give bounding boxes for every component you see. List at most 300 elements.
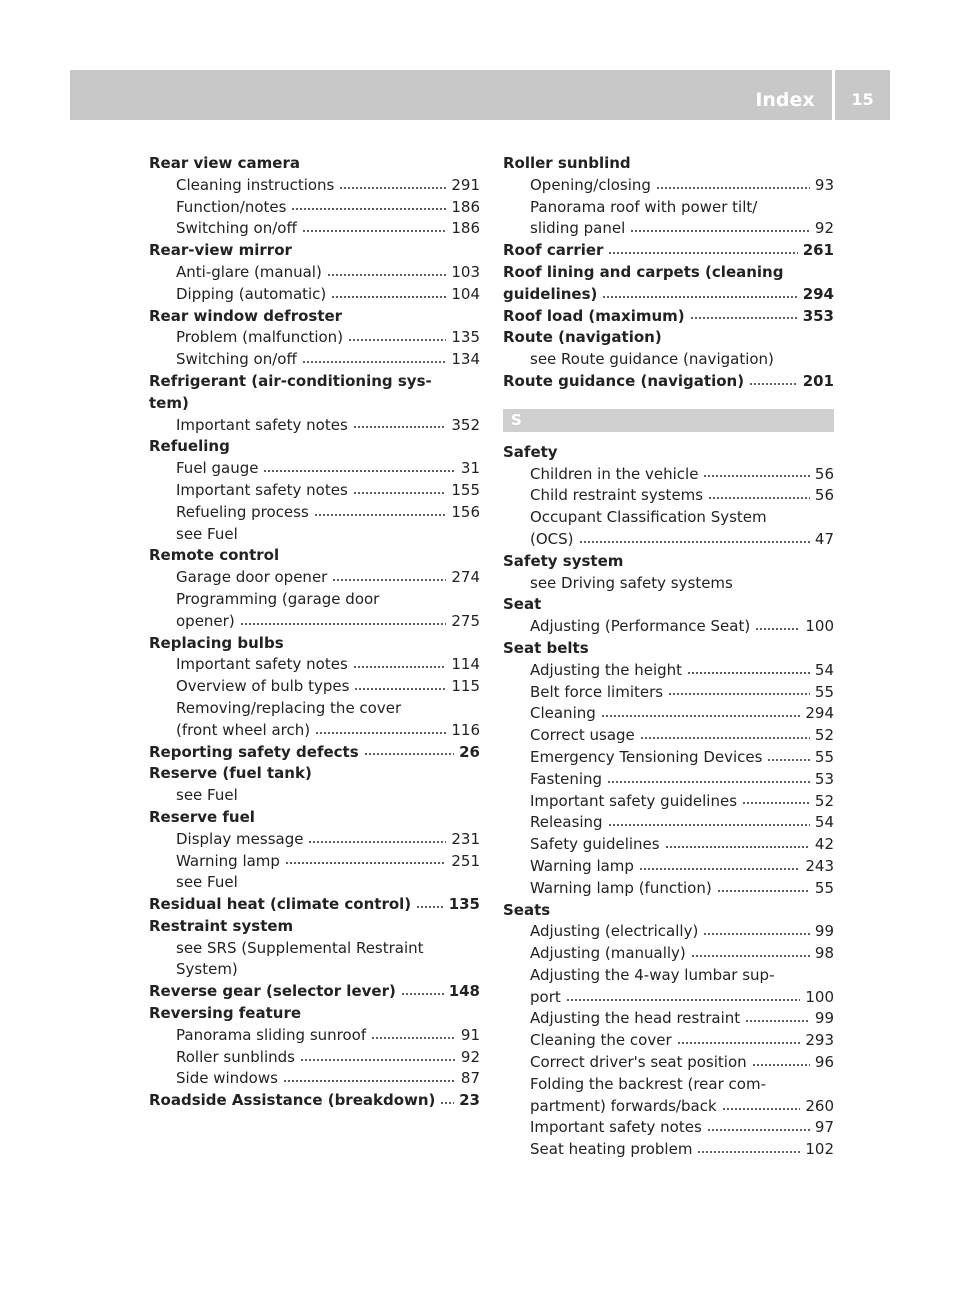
sub-entry (503, 682, 834, 704)
entry-heading-text: Refrigerant (air-conditioning sys- (149, 371, 432, 390)
sub-entry-cont (149, 611, 480, 633)
page-ref: 54 (814, 813, 834, 832)
sub-entry-text: Important safety notes (530, 1118, 702, 1137)
sub-entry-text: Switching on/off (176, 350, 297, 369)
page-ref: 134 (451, 350, 480, 369)
page-ref: 353 (802, 306, 834, 325)
sub-entry (149, 524, 480, 546)
page-ref: 96 (814, 1053, 834, 1072)
page-ref: 186 (451, 197, 480, 216)
sub-entry (503, 175, 834, 197)
sub-entry (503, 464, 834, 486)
sub-entry (149, 1047, 480, 1069)
dot-leader (703, 465, 809, 480)
dot-leader (354, 677, 446, 692)
sub-entry (503, 703, 834, 725)
entry-heading (149, 981, 480, 1003)
dot-leader (690, 307, 798, 322)
sub-entry (503, 834, 834, 856)
entry-heading (149, 763, 480, 785)
sub-entry (149, 327, 480, 349)
index-entry (503, 306, 834, 328)
dot-leader (639, 857, 800, 872)
page-ref: 114 (451, 655, 480, 674)
entry-heading-text: Rear-view mirror (149, 241, 292, 260)
sub-entry (149, 284, 480, 306)
page-ref: 148 (448, 982, 480, 1001)
dot-leader (331, 285, 446, 300)
entry-heading (149, 1003, 480, 1025)
entry-heading-cont-text: tem) (149, 393, 189, 412)
entry-heading (149, 240, 480, 262)
page-ref: 104 (451, 284, 480, 303)
sub-entry-text: Important safety notes (176, 655, 348, 674)
sub-entry (149, 175, 480, 197)
page-ref: 294 (805, 704, 834, 723)
dot-leader (668, 683, 810, 698)
page-ref: 251 (451, 851, 480, 870)
sub-entry-text: Refueling process (176, 502, 309, 521)
sub-entry-text: Important safety guidelines (530, 791, 738, 810)
entry-heading-text: Refueling (149, 437, 230, 456)
dot-leader (315, 721, 446, 736)
sub-entry (503, 769, 834, 791)
sub-entry-text: Seat heating problem (530, 1140, 693, 1159)
page-ref: 275 (451, 611, 480, 630)
sub-entry-text: Problem (malfunction) (176, 328, 344, 347)
sub-entry-text: Fuel gauge (176, 459, 259, 478)
dot-leader (767, 748, 809, 763)
dot-leader (717, 879, 810, 894)
sub-entry-text: Switching on/off (176, 219, 297, 238)
sub-entry-text: Belt force limiters (530, 682, 664, 701)
sub-entry-cont (503, 1096, 834, 1118)
sub-entry (149, 785, 480, 807)
page-ref: 55 (814, 878, 834, 897)
entry-heading (503, 327, 834, 349)
page-ref: 99 (814, 922, 834, 941)
dot-leader (742, 792, 810, 807)
entry-heading-text: Rear view camera (149, 154, 300, 172)
sub-entry (503, 349, 834, 371)
page-ref: 98 (814, 944, 834, 963)
dot-leader (283, 1069, 456, 1084)
dot-leader (302, 350, 447, 365)
entry-heading-text: Reporting safety defects (149, 742, 359, 761)
sub-entry-text: Display message (176, 829, 304, 848)
dot-leader (579, 530, 810, 545)
sub-entry (149, 1025, 480, 1047)
entry-heading-text: Roof lining and carpets (cleaning (503, 262, 784, 281)
sub-entry (503, 573, 834, 595)
sub-entry (503, 1030, 834, 1052)
entry-heading (149, 633, 480, 655)
sub-entry-text: see SRS (Supplemental Restraint (176, 938, 424, 957)
sub-entry (149, 502, 480, 524)
page-ref: 294 (802, 284, 834, 303)
index-entry (149, 371, 480, 436)
sub-entry-text: see Fuel (176, 524, 238, 543)
dot-leader (608, 813, 810, 828)
sub-entry-text: see Driving safety systems (530, 573, 733, 592)
dot-leader (687, 661, 810, 676)
entry-heading-text: Seat (503, 595, 542, 614)
dot-leader (665, 835, 810, 850)
page-ref: 261 (802, 241, 834, 260)
sub-entry-cont-text: port (530, 987, 561, 1006)
page-ref: 156 (451, 502, 480, 521)
sub-entry-text: Dipping (automatic) (176, 284, 327, 303)
page-ref: 97 (814, 1118, 834, 1137)
entry-heading-text: Safety (503, 442, 558, 461)
sub-entry (503, 812, 834, 834)
entry-heading (149, 894, 480, 916)
dot-leader (749, 372, 798, 387)
dot-leader (314, 503, 447, 518)
entry-heading-text: Residual heat (climate control) (149, 895, 412, 914)
page-ref: 155 (451, 480, 480, 499)
entry-heading (149, 153, 480, 175)
index-entry (503, 153, 834, 240)
page-ref: 293 (805, 1031, 834, 1050)
entry-heading (503, 153, 834, 175)
index-entry (503, 900, 834, 1162)
sub-entry-text: Adjusting the head restraint (530, 1009, 741, 1028)
sub-entry-text: Folding the backrest (rear com- (530, 1074, 766, 1093)
dot-leader (755, 617, 800, 632)
page-ref: 56 (814, 464, 834, 483)
dot-leader (607, 770, 810, 785)
sub-entry-text: Emergency Tensioning Devices (530, 747, 763, 766)
sub-entry-text: Roller sunblinds (176, 1047, 295, 1066)
entry-heading-text: Reserve fuel (149, 807, 255, 826)
sub-entry-text: Warning lamp (530, 856, 634, 875)
sub-entry-cont (149, 959, 480, 981)
page-ref: 55 (814, 747, 834, 766)
sub-entry-cont-text: opener) (176, 611, 235, 630)
sub-entry-text: Function/notes (176, 197, 287, 216)
page-ref: 42 (814, 835, 834, 854)
sub-entry-text: Panorama roof with power tilt/ (530, 197, 758, 216)
dot-leader (601, 704, 801, 719)
sub-entry-text: Removing/replacing the cover (176, 698, 402, 717)
sub-entry-text: Correct usage (530, 726, 635, 745)
dot-leader (302, 219, 447, 234)
entry-heading-text: Seat belts (503, 638, 589, 657)
dot-leader (348, 328, 446, 343)
page-ref: 116 (451, 720, 480, 739)
page-ref: 100 (805, 617, 834, 636)
sub-entry (149, 1068, 480, 1090)
sub-entry-cont-text: System) (176, 960, 238, 979)
entry-heading-text: Rear window defroster (149, 306, 343, 325)
index-entry (503, 638, 834, 900)
page-ref: 56 (814, 486, 834, 505)
index-entry (149, 763, 480, 807)
entry-heading (149, 742, 480, 764)
dot-leader (703, 922, 810, 937)
index-entry (503, 371, 834, 393)
entry-heading (503, 638, 834, 660)
sub-entry-text: Adjusting the 4-way lumbar sup- (530, 965, 775, 984)
entry-heading (149, 545, 480, 567)
entry-heading (503, 371, 834, 393)
entry-heading (149, 306, 480, 328)
index-group-r (503, 153, 834, 393)
page-ref: 92 (460, 1047, 480, 1066)
section-letter-band: S (503, 409, 834, 432)
page-ref: 99 (814, 1009, 834, 1028)
entry-heading-text: Safety system (503, 551, 624, 570)
page-ref: 201 (802, 371, 834, 390)
page-ref: 52 (814, 726, 834, 745)
dot-leader (300, 1048, 456, 1063)
sub-entry-cont (503, 218, 834, 240)
sub-entry-cont (149, 720, 480, 742)
sub-entry-text: Adjusting the height (530, 660, 683, 679)
entry-heading (503, 900, 834, 922)
page-ref: 52 (814, 791, 834, 810)
page-ref: 23 (459, 1091, 480, 1110)
sub-entry-text: Cleaning (530, 704, 596, 723)
entry-heading-text: Roof carrier (503, 241, 604, 260)
sub-entry (503, 1139, 834, 1161)
sub-entry (149, 654, 480, 676)
page-ref: 352 (451, 415, 480, 434)
page-ref: 103 (451, 262, 480, 281)
sub-entry-text: Anti-glare (manual) (176, 262, 322, 281)
dot-leader (327, 263, 447, 278)
dot-leader (691, 944, 810, 959)
dot-leader (745, 1009, 810, 1024)
sub-entry (149, 938, 480, 960)
entry-heading-text: Restraint system (149, 916, 294, 935)
sub-entry (149, 851, 480, 873)
index-entry (149, 894, 480, 916)
entry-heading (503, 551, 834, 573)
sub-entry-text: Occupant Classification System (530, 508, 767, 527)
dot-leader (339, 176, 446, 191)
sub-entry (149, 480, 480, 502)
dot-leader (602, 285, 797, 300)
index-entry (149, 742, 480, 764)
dot-leader (401, 982, 444, 997)
sub-entry-text: Side windows (176, 1069, 278, 1088)
page-ref: 92 (814, 219, 834, 238)
sub-entry-cont (503, 987, 834, 1009)
sub-entry-text: Child restraint systems (530, 486, 704, 505)
sub-entry-cont-text: (front wheel arch) (176, 720, 311, 739)
entry-heading-cont (503, 284, 834, 306)
dot-leader (630, 219, 810, 234)
index-entry (149, 633, 480, 742)
sub-entry (503, 791, 834, 813)
sub-entry-text: Adjusting (manually) (530, 944, 686, 963)
entry-heading (149, 436, 480, 458)
sub-entry (503, 725, 834, 747)
page-ref: 231 (451, 829, 480, 848)
sub-entry-text: Adjusting (electrically) (530, 922, 699, 941)
dot-leader (440, 1091, 454, 1106)
page-ref: 274 (451, 568, 480, 587)
dot-leader (353, 655, 447, 670)
index-entry (149, 981, 480, 1003)
page-ref: 260 (805, 1096, 834, 1115)
entry-heading (503, 594, 834, 616)
entry-heading (503, 262, 834, 284)
index-entry (149, 306, 480, 371)
dot-leader (285, 852, 446, 867)
dot-leader (608, 241, 797, 256)
page-ref: 115 (451, 677, 480, 696)
dot-leader (656, 176, 810, 191)
index-entry (503, 262, 834, 306)
sub-entry (149, 698, 480, 720)
index-entry (503, 442, 834, 551)
sub-entry-text: Important safety notes (176, 415, 348, 434)
sub-entry-text: Fastening (530, 769, 603, 788)
dot-leader (263, 459, 455, 474)
sub-entry-text: Important safety notes (176, 480, 348, 499)
entry-heading-text: Reverse gear (selector lever) (149, 982, 396, 1001)
dot-leader (640, 726, 810, 741)
sub-entry-text: see Route guidance (navigation) (530, 350, 774, 369)
dot-leader (308, 830, 446, 845)
dot-leader (291, 198, 446, 213)
sub-entry-text: Programming (garage door (176, 589, 380, 608)
sub-entry-text: Panorama sliding sunroof (176, 1025, 367, 1044)
dot-leader (240, 612, 447, 627)
page-ref: 93 (814, 175, 834, 194)
sub-entry-cont-text: partment) forwards/back (530, 1096, 717, 1115)
page-ref: 55 (814, 682, 834, 701)
sub-entry (149, 872, 480, 894)
dot-leader (353, 416, 447, 431)
index-entry (149, 240, 480, 305)
page-ref: 102 (805, 1140, 834, 1159)
dot-leader (416, 895, 444, 910)
entry-heading (503, 240, 834, 262)
page-ref: 87 (460, 1069, 480, 1088)
entry-heading-text: Roller sunblind (503, 154, 631, 172)
sub-entry (149, 218, 480, 240)
entry-heading-text: Route guidance (navigation) (503, 371, 745, 390)
sub-entry-text: see Fuel (176, 873, 238, 892)
page-ref: 91 (460, 1025, 480, 1044)
dot-leader (722, 1097, 801, 1112)
index-entry (149, 153, 480, 240)
sub-entry (503, 1074, 834, 1096)
index-entry (503, 594, 834, 638)
sub-entry (503, 943, 834, 965)
page-ref: 291 (451, 175, 480, 194)
entry-heading-text: Replacing bulbs (149, 633, 284, 652)
sub-entry (149, 589, 480, 611)
page-ref: 53 (814, 769, 834, 788)
sub-entry-text: Overview of bulb types (176, 677, 350, 696)
entry-heading-text: Remote control (149, 546, 280, 565)
sub-entry-cont-text: sliding panel (530, 219, 626, 238)
sub-entry (149, 197, 480, 219)
sub-entry (149, 567, 480, 589)
entry-heading-text: Reversing feature (149, 1004, 302, 1023)
dot-leader (332, 568, 446, 583)
sub-entry-text: Warning lamp (176, 851, 280, 870)
page-ref: 135 (448, 895, 480, 914)
dot-leader (707, 1118, 810, 1133)
sub-entry (503, 616, 834, 638)
page-number: 15 (851, 90, 874, 109)
index-entry (149, 916, 480, 981)
sub-entry-text: Opening/closing (530, 175, 651, 194)
sub-entry (503, 921, 834, 943)
entry-heading (149, 371, 480, 393)
dot-leader (752, 1053, 810, 1068)
sub-entry-text: Garage door opener (176, 568, 328, 587)
sub-entry-text: Releasing (530, 813, 603, 832)
sub-entry-text: Safety guidelines (530, 835, 660, 854)
sub-entry-text: Correct driver's seat position (530, 1053, 747, 1072)
sub-entry (503, 485, 834, 507)
sub-entry-text: Cleaning instructions (176, 175, 335, 194)
sub-entry (503, 856, 834, 878)
sub-entry-text: Adjusting (Performance Seat) (530, 617, 751, 636)
sub-entry (149, 415, 480, 437)
sub-entry (149, 829, 480, 851)
entry-heading-cont (149, 393, 480, 415)
sub-entry-cont-text: (OCS) (530, 529, 574, 548)
index-column-right (503, 153, 834, 1161)
index-group-s (503, 442, 834, 1161)
entry-heading-text: Seats (503, 900, 551, 919)
page-ref: 54 (814, 660, 834, 679)
index-entry (503, 551, 834, 595)
entry-heading-text: Roof load (maximum) (503, 306, 685, 325)
index-entry (149, 1003, 480, 1090)
entry-heading (149, 1090, 480, 1112)
sub-entry (503, 1008, 834, 1030)
sub-entry (503, 878, 834, 900)
sub-entry (503, 197, 834, 219)
sub-entry-text: Cleaning the cover (530, 1031, 672, 1050)
index-entry (149, 807, 480, 894)
sub-entry-cont (503, 529, 834, 551)
sub-entry (503, 1117, 834, 1139)
entry-heading-text: Roadside Assistance (breakdown) (149, 1091, 436, 1110)
entry-heading-text: Route (navigation) (503, 328, 662, 347)
dot-leader (708, 486, 810, 501)
dot-leader (353, 481, 447, 496)
index-entry (149, 1090, 480, 1112)
sub-entry-text: Warning lamp (function) (530, 878, 712, 897)
dot-leader (371, 1026, 456, 1041)
sub-entry-text: see Fuel (176, 786, 238, 805)
index-entry (503, 327, 834, 371)
page-ref: 47 (814, 529, 834, 548)
page-ref: 135 (451, 328, 480, 347)
sub-entry (149, 349, 480, 371)
page-ref: 26 (459, 742, 480, 761)
entry-heading (503, 442, 834, 464)
index-entry (149, 436, 480, 545)
entry-heading-text: Reserve (fuel tank) (149, 764, 312, 783)
sub-entry (149, 458, 480, 480)
sub-entry (503, 660, 834, 682)
entry-heading (149, 807, 480, 829)
dot-leader (697, 1140, 800, 1155)
entry-heading (503, 306, 834, 328)
sub-entry (503, 965, 834, 987)
